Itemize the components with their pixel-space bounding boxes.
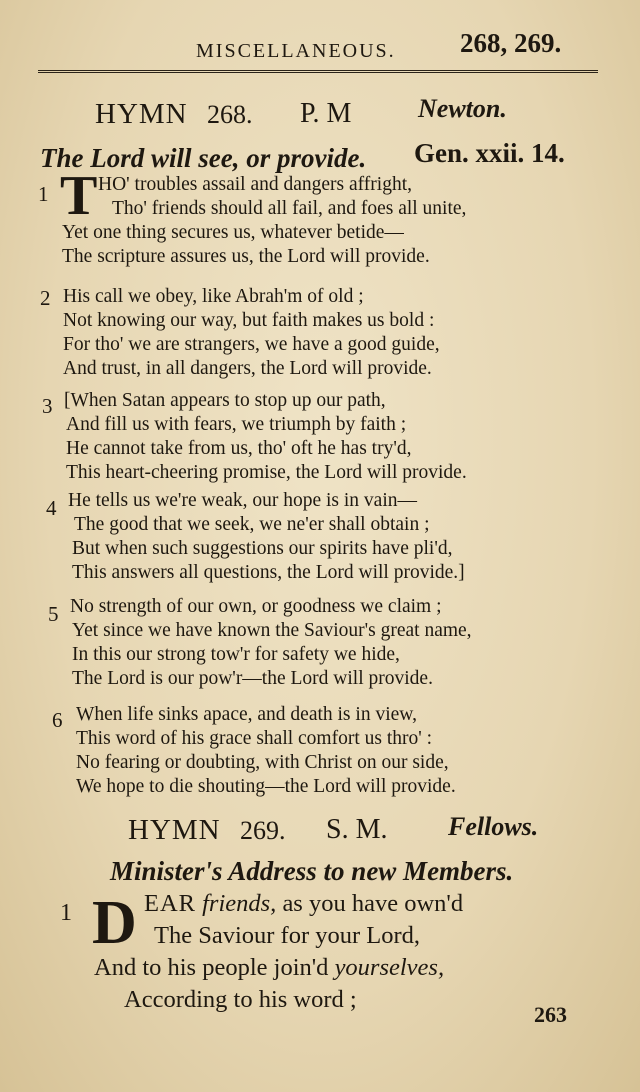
hymn-meter: P. M	[300, 98, 352, 129]
stanza-line: [When Satan appears to stop up our path,	[64, 390, 386, 411]
stanza-line: Yet since we have known the Saviour's great name,	[72, 620, 472, 641]
stanza-line: Tho' friends should all fail, and foes all unite,	[112, 198, 467, 219]
stanza-line: The Lord is our pow'r—the Lord will provide.	[72, 668, 433, 689]
stanza-number: 4	[46, 496, 57, 520]
stanza-number: 1	[38, 182, 49, 206]
stanza-number: 5	[48, 602, 59, 626]
first-word-caps: EAR	[144, 890, 196, 917]
hymn-subtitle: The Lord will see, or provide.	[40, 143, 367, 173]
stanza-line: This heart-cheering promise, the Lord will provide.	[66, 462, 467, 483]
hymn-269-heading	[0, 814, 640, 854]
stanza-line: Not knowing our way, but faith makes us bold :	[63, 310, 435, 331]
stanza-line: He cannot take from us, tho' oft he has try'd,	[66, 438, 412, 459]
hymn-label: HYMN	[95, 98, 188, 130]
stanza-line: HO' troubles assail and dangers affright,	[98, 174, 412, 195]
line-text: as you have own'd	[282, 890, 464, 917]
stanza-number: 2	[40, 286, 51, 310]
stanza-line: The Saviour for your Lord,	[154, 922, 421, 949]
stanza-line: No fearing or doubting, with Christ on our side,	[76, 752, 449, 773]
stanza-line: This word of his grace shall comfort us thro' :	[76, 728, 433, 749]
stanza-line: This answers all questions, the Lord will provide.]	[72, 562, 465, 583]
drop-cap: D	[92, 889, 137, 957]
stanza-line: He tells us we're weak, our hope is in vain—	[68, 490, 418, 511]
section-label: MISCELLANEOUS.	[196, 40, 396, 62]
hymn-number: 269.	[240, 816, 286, 845]
italic-word: yourselves,	[334, 954, 445, 981]
stanza-line	[144, 890, 463, 918]
stanza-number: 3	[42, 394, 53, 418]
page-number: 263	[534, 1002, 567, 1027]
italic-word: friends,	[202, 890, 277, 917]
stanza-line: The scripture assures us, the Lord will provide.	[62, 246, 430, 267]
stanza-line: We hope to die shouting—the Lord will provide.	[76, 776, 456, 797]
hymn-label: HYMN	[128, 814, 221, 846]
header-rule	[38, 70, 598, 73]
stanza-line: When life sinks apace, and death is in view,	[76, 704, 417, 725]
stanza-line: The good that we seek, we ne'er shall obtain ;	[74, 514, 430, 535]
stanza-line: And trust, in all dangers, the Lord will provide.	[63, 358, 432, 379]
stanza-line: Yet one thing secures us, whatever betide—	[62, 222, 404, 243]
hymn-range: 268, 269.	[460, 28, 562, 58]
hymn-meter: S. M.	[326, 814, 388, 845]
stanza-line: According to his word ;	[124, 986, 357, 1013]
hymn-number: 268.	[207, 100, 253, 129]
stanza-line: For tho' we are strangers, we have a good guide,	[63, 334, 440, 355]
running-head	[0, 28, 640, 68]
drop-cap: T	[60, 165, 98, 227]
hymn-268-heading	[0, 94, 640, 138]
stanza-line: In this our strong tow'r for safety we hide,	[72, 644, 400, 665]
stanza-number: 1	[60, 900, 72, 926]
scripture-reference: Gen. xxii. 14.	[414, 138, 565, 168]
stanza-number: 6	[52, 708, 63, 732]
hymn-subtitle: Minister's Address to new Members.	[110, 856, 514, 886]
tune-name: Fellows.	[448, 812, 539, 841]
stanza-line	[94, 954, 444, 982]
stanza-line: No strength of our own, or goodness we claim ;	[70, 596, 442, 617]
stanza-line: And fill us with fears, we triumph by faith ;	[66, 414, 407, 435]
stanza-line: His call we obey, like Abrah'm of old ;	[63, 286, 364, 307]
tune-name: Newton.	[418, 94, 507, 123]
line-text: And to his people join'd	[94, 954, 329, 981]
stanza-line: But when such suggestions our spirits have pli'd,	[72, 538, 453, 559]
